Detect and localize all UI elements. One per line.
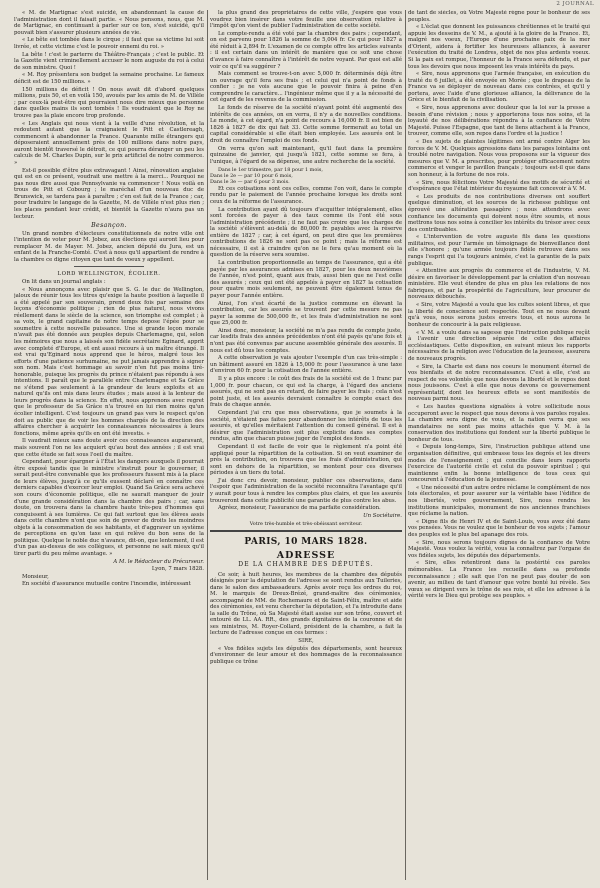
paragraph: « Les hautes questions signalées à votre sollicitude nous occuperont avec le respect que nous devons à vos paroles royales. La chambre sera digne de vous, et la nation verra que ses mandataires ne sont pas moins attachés que V. M. à la conservation des institutions qui fondent sur la liberté publique le bonheur de tous. bbox=[408, 403, 590, 443]
paragraph: « M. Roy présentera son budget la semaine prochaine. Le fameux déficit est de 150 millions. » bbox=[14, 72, 204, 86]
paragraph: Ainsi donc, monsieur, la société ne m'a pas rendu de compte juste, car lesdits frais des années précédentes n'ont été payés qu'une fois et n'ont pas été convenus par aucune assemblée générale des assurés. Il nous est dû tous les comptes. bbox=[210, 327, 402, 354]
paragraph: « Digne fils de Henri IV et de Saint-Louis, vous avez été dans vos pensées. Vous ne voulez que le bonheur de vos sujets ; l'amour des peuples est le plus bel apanage des rois. bbox=[408, 518, 590, 538]
paragraph: Est-il possible d'être plus extravagant ! Ainsi, rénovation anglaise qui est en ce présent, voudrait une mettre à la merci... Pourquoi ne pas nous dire aussi que Pennsylvanie va commencer ! Nous voilà en trous de Pitt et Cobourg ; le maréchal d'un nouveau duc de Brunswick, se tardera pas à paraître ; c'en est fait de la France ; car, pour traduire le langage de la Gazette, M. de Villèle n'est plus rien ; les places pendant leur crédit, et bientôt la Gazette n'aura pas un lecteur. bbox=[14, 167, 204, 220]
paragraph: « Des sujets de plaintes légitimes ont armé contre Alger les forces de V. M. Quelques agressions dans les parages lointains ont troublé notre navigation. Nous vous proposons sur la vigueur des mesures que V. M. a prescrites, pour protéger efficacement notre commerce et venger le pavillon français ; toujours est-il que dans son honneur, à la fortune de nos rois. bbox=[408, 139, 590, 178]
column-rule bbox=[405, 10, 406, 880]
paragraph: Ce soir, à huit heures, les membres de la chambre des députés désignés pour la députation de l'adresse se sont rendus aux Tuileries, dans le salon des ambassadeurs. Après avoir reçu les ordres du roi, M. le marquis de Dreux-Brézé, grand-maître des cérémonies, accompagné de MM. de Rochemaure et de Saint-Félix, maître et aide des cérémonies, est venu chercher la députation, et l'a introduite dans la salle du Trône, où Sa Majesté était assise sur son trône, couvert et entouré de LL. AA. RR., des grands dignitaires de la couronne et de ses ministres, M. Royer-Collard, président de la chambre, a fait la lecture de l'adresse conçue en ces termes : bbox=[210, 571, 402, 637]
letter-date: Lyon, 7 mars 1828. bbox=[151, 566, 204, 573]
letter-address: A M. le Rédacteur du Précurseur. bbox=[113, 558, 204, 565]
divider bbox=[74, 266, 144, 267]
paragraph: Mais comment se trouve-t-on avec 5,000 fr. déterminés déjà être un ouvrage qu'il fera ses frais ; et celui qui n'a point de fonds à confier : je ne vois aucune que le pouvoir finira à peine d'en comprendre le caractère... l'ingénieur même que il y a la nécessité de cet égard de les revenus de la commission. bbox=[210, 71, 402, 104]
paragraph: « Nous annonçons avec plaisir que S. G. le duc de Wellington, jaloux de réunir tous les titres qu'exige la haute position à laquelle il a été appelé par son souverain, prend deux fois par semaine des leçons d'économie politique ; rien de plus naturel, nous vivons réellement dans le siècle de la science, son triomphe est complet ; à sa voix, le grand capitaine de notre temps depose l'épée pour se soumettre à cette nouvelle puissance. Une si grande leçon morale n'avait pas été donnée aux peuples depuis Charlemagne, qui, selon les mémoires que nous a laissés son fidèle secrétaire Eginard, apprit avec completé d'Europe, et ent aussi recours à un maître étrangé. Il est vrai qu'Eginard nous apprend que le héros, malgré tous les efforts d'une patience surhumaine, ne put jamais apprendre à signer son nom. Mais c'est hommage au savoir n'en fut pas moins tiré-honorable, puisque les progrès du prince n'étaient pas répondu à ses intentions. Il paraît que le parallèle entre Charlemagne et Sa Grâce ne s'étend pas seulement à la grandeur de leurs exploits et au naturel qu'ils ont mis dans leurs études ; mais aussi à la lenteur de leurs progrès dans la science. En effet, nous apprenons avec regret que le professeur de Sa Grâce n'a trouvé en lui rien moins qu'un écolier intelligent. C'est toujours un grand pas vers le respect qu'on doit au public que de voir les hommes chargés de la direction des affaires chercher à acquérir les connaissances nécessaires à leurs fonctions, même après qu'ils en ont été investis. » bbox=[14, 286, 204, 437]
paragraph: Le fonds de réserve de la société n'ayant point été augmenté des intérêts de ces années, on en verra, il n'y a de nouvelles conditions. Le monde, à cet égard, n'a point de recours à 16,000 fr. Il est bien de 1826 à 1827 de dix qui fait 33. Cette somme formerait au total un capital considérable si elle était bien employée. Les assurés ont le droit de connaître l'emploi de ces fonds. bbox=[210, 105, 402, 144]
address-subtitle: DE LA CHAMBRE DES DÉPUTÉS. bbox=[238, 560, 374, 568]
paragraph: Cependant, pour épargner à l'État les dangers auxquels il pourrait être exposé tandis que le ministre s'instruit pour le gouverner, il serait peut-être convenable que les professeurs fussent mis à la place de leurs élèves, jusqu'à ce qu'ils eussent déclaré en connaître ces derniers capables d'exercer leur emploi. Quand Sa Grâce sera achevé son cours d'économie politique, elle ne saurait manquer de jouir d'une grande considération dans la chambre des pairs ; car, sans doute, on trouvera dans la chambre haute très-peu d'hommes qui conquissent à ses lumières. Ce qui fait surtout que les élèves assis dans cette chambre n'ont que soin de grever de droits les moindres objets à la consommation de ses habitants, et d'aggraver un système de perceptions en qu'on taxe en qui relève du bon sens de la politique. Quelque le noble duc n'avance, dit-on, que lentement, il est d'un pas au-dessus de ses collègues, et personne ne sait mieux qu'il tirer parti du peu même avantage. » bbox=[14, 459, 204, 557]
paragraph: « Depuis long-temps, Sire, l'instruction publique attend une organisation définitive, qui embrasse tous les degrés et les divers modes de l'enseignement ; qui concilie dans leurs rapports l'exercice de l'autorité civile et celui du pouvoir spirituel ; qui maintienne enfin la bonne intelligence de tous ceux qui concourent à l'éducation de la jeunesse. bbox=[408, 444, 590, 484]
address-title: ADRESSE bbox=[276, 549, 336, 561]
paragraph: « Sire, nous apprenons que l'armée française, en exécution du traité du 6 juillet, a été envoyée en Morée ; que le drapeau de la France va se déployer de nouveau dans ces contrées, et qu'il y portera, avec l'aide d'une glorieuse alliance, la délivrance de la Grèce et le bienfait de la civilisation. bbox=[408, 71, 590, 104]
paragraph: J'ai donc cru devoir, monsieur, publier ces observations, dans l'espoir que l'administration de la société reconnaîtra l'avantage qu'il y aurait pour tous à rendre les comptes plus clairs, et que les assurés trouveront dans cette publicité une garantie de plus contre les abus. bbox=[210, 477, 402, 504]
column-1 bbox=[14, 10, 204, 884]
paragraph: La bête ! c'est le parterre du Théâtre-Français ; c'est le public. Et la Gazette vient criminellement accuser le nom auguste du roi à celui de son ministre. Quoi ! bbox=[14, 51, 204, 71]
column-rule bbox=[207, 10, 208, 880]
schedule-list: Dans le 1er trimestre, par 18 pour 1 mois, Dans le 2e — par 10 pour 6 mois, Dans le 3e — par 6 pour 3 mois. bbox=[210, 166, 323, 185]
dateline: PARIS, 10 MARS 1828. bbox=[244, 536, 368, 547]
letter-salutation: Monsieur, bbox=[22, 573, 49, 580]
paragraph: On verra qu'on sait maintenant, qu'il faut dans la première quinzaine de janvier, qui jusqu'à 1821, cette somme se fera, à l'unique, à l'égard de sa dépense, une autre recherche de la société. bbox=[210, 145, 402, 165]
paragraph: En société d'assurance mutuelle contre l'incendie, intéressant bbox=[22, 581, 191, 588]
section-title-besancon: Besançon. bbox=[91, 222, 127, 230]
paragraph: « Sire, nous apprenons avec douleur que la loi sur la presse a besoin d'une révision ; nous y apporterons tous nos soins, et la loyauté de nos délibérations répondra à la confiance de Votre Majesté. Puisse l'Espagne, que tant de liens attachent à la France, trouver, comme elle, son repos dans l'ordre et la justice ! bbox=[408, 105, 590, 138]
paragraph: « Sire, votre Majesté a voulu que les cultes soient libres, et que la liberté de conscience soit respectée. Tout en ne nous devant qu'à vous, nous serons justes envers tous, et nous aurons le bonheur de concourir à la paix religieuse. bbox=[408, 302, 590, 328]
paragraph: « L'éclat que donnent les puissances chrétiennes et le traité qui appuie les desseins de V. M., a ajouté à la gloire de la France. Et, malgré nos voeux, l'Europe d'une prochaine paix de la mer d'Orient, aidera à fortifier les heureuses alliances, à assurer l'exécution du traité de Londres, objet de nos plus ardents voeux. Si la paix est rompue, l'honneur de la France sera défendu, et par tous les devoirs que nous imposent les vrais intérêts du pays. bbox=[408, 24, 590, 70]
paragraph: Il y a plus encore : le coût des frais de la société est de 1 franc par 1,000 fr. pour chacun, ce qui est la charge, à l'égard des anciens assurés, qui ne sont pas en retard, de faire payer les frais ; cela n'est point juste, et les assurés devraient connaître le compte exact des frais de chaque année. bbox=[210, 376, 402, 409]
paragraph: « Sire, elles retentiront dans la postérité ces paroles mémorables. La France les recueille dans sa profonde reconnaissance ; elle sait que l'on ne peut pas douter de son avenir, au milieu de tant d'amour que votre bonté lui révèle. Ses vœux se dirigent vers le trône de ses rois, et elle les adresse à la vérité vers le Dieu qui protège ses peuples. » bbox=[408, 560, 590, 600]
paragraph: Cependant j'ai cru que mes observations, que je soumets à la société, n'étaient pas faites pour abandonner les intérêts de tous les assurés, et qu'elles méritaient l'attention du conseil général. Il est à désirer que l'administration soit plus explicite dans ses comptes rendus, afin que chacun puisse juger de l'emploi des fonds. bbox=[210, 410, 402, 443]
letter-signature: Un Sociétaire. bbox=[363, 513, 402, 520]
paragraph: « Sire, nous serons toujours dignes de la confiance de Votre Majesté. Vous voulez la vérité, vous la connaîtrez par l'organe de vos fidèles sujets, les députés des départements. bbox=[408, 539, 590, 559]
paragraph: « Sire, nous félicitons Votre Majesté des motifs de sécurité et d'espérance que l'état intérieur du royaume fait concevoir à V. M. bbox=[408, 179, 590, 193]
double-rule bbox=[210, 530, 402, 532]
paragraph: « L'intervention de votre auguste fils dans les questions militaires, est pour l'armée un témoignage de bienveillance dont elle s'honore ; qu'une armée toujours fidèle retrouve dans ses rangs l'esprit qui l'a toujours animée, c'est la garantie de la paix publique. bbox=[408, 234, 590, 267]
paragraph: 150 millions de déficit ! On nous avait dit d'abord quelques millions, puis 50, et en voilà 150, avoués par les amis de M. de Villèle ; par ceux-là peut-être qui pourraient nous dire mieux que personne dans quelles mains ils sont tombés ! Ils voudraient que le Roy ne trouve pas la plaie encore trop profonde. bbox=[14, 86, 204, 119]
paragraph: « Vos fidèles sujets les députés des départements, sont heureux d'environner de leur amour et des hommages de la reconnaissance publique ce trône bbox=[210, 645, 402, 665]
column-3 bbox=[408, 10, 590, 884]
paragraph: « Une nécessité d'un autre ordre réclame le complément de nos lois électorales, et pour assurer sur la véritable base l'édifice de nos libertés, votre gouvernement, Sire, nous rendra les institutions municipales, monument de nos anciennes franchises que réclame la nation. bbox=[408, 484, 590, 518]
paragraph: Ainsi, l'on s'est écarté de la justice commune en élevant la contribution, car les assurés se trouvent par cette mesure ne pas payer la somme de 500,000 fr., et les frais d'administration ne sont que 25,000 fr. bbox=[210, 300, 402, 327]
paragraph: Le compte-rendu a été voté par la chambre des pairs ; cependant, on est parvenu pour 1826 la somme de 5,004 fr. Ce qui pour 1827 a été réduit à 2,894 fr. L'examen de ce compte offre les articles suivants : il est certain dans un intérêt de manière que ce soit une chose d'avance à faire connaître à l'intérêt de notre voyant. Par quoi est allé voir ce qu'il va suggérer ? bbox=[210, 30, 402, 70]
paragraph: Cependant il est facile de voir que le règlement n'a point été appliqué pour la répartition de la cotisation. Si on veut examiner de près la contribution, on trouvera que les frais d'administration, qui sont en dehors de la répartition, se montent pour ces diverses périodes à un tiers du total. bbox=[210, 443, 402, 477]
paragraph: « M. de Martignac s'est suicidé, en abandonnant la cause de l'administration dont il faisait partie. « Nous pensons, nous, que M. de Martignac, en continuant à parler sur ce ton, s'est suicidé, qu'il pouvait bien s'assurer plusieurs années de vie. bbox=[14, 10, 204, 36]
paragraph: « Le bête est tombée dans le cirque ; il faut que sa victime lui soit livrée, et cette victime c'est le pouvoir ennemi du roi. » bbox=[14, 37, 204, 50]
paragraph: La contribution proportionnelle au temps de l'assurance, qui a été payée par les assurances admises en 1827, pour les deux neuvièmes de l'année, n'est point, quant aux frais, aussi bien que ne l'est celle des assurés ; ceux qui ont été appelés à payer en 1827 la cotisation pour quatre mois seulement, ne peuvent être également tenus de payer pour l'année entière. bbox=[210, 260, 402, 299]
paragraph: de tant de siècles, où Votre Majesté règne pour le bonheur de ses peuples. bbox=[408, 10, 590, 23]
paragraph: On lit dans un journal anglais : bbox=[22, 278, 106, 285]
page-header: 2 JOURNAL bbox=[556, 1, 594, 7]
paragraph: Et ces cotisations sont ces celles, comme l'on voit, dans le compte rendu par le paiement de l'année prochaine lorsque les droits sont ceux de la réforme de l'assurance. bbox=[210, 185, 402, 205]
column-2 bbox=[210, 10, 402, 884]
paragraph: Un grand nombre d'électeurs constitutionnels de notre ville ont l'intention de voter pour M. Jobez, aux élections qui auront lieu pour remplacer M. de Mayer. M. Jobez, ancien député du Jura, est un enfant de la Franche-Comté. C'est à nous qu'il appartient de rendre à la chambre ce digne citoyen que tant de voeux y appellent. bbox=[14, 230, 204, 263]
paragraph: « Attentive aux progrès du commerce et de l'industrie, V. M. désire en favoriser le développement par la création d'un nouveau ministère. Elle veut étendre de plus en plus les relations de nos fabriques, et par la prospérité de l'agriculture, leur procurer de nouveaux débouchés. bbox=[408, 268, 590, 301]
paragraph: La contribution ayant dû toujours d'acquitter intégralement, elles sont forcées de payer à des taux comme ils l'ont été sous l'administration précédente ; il ne faut pas croire que les charges de la société s'élèvent au-delà de 80,000 fr. payables avec la réserve entière de 1827 ; car, à cet égard, on peut dire que les premières contributions de 1826 ne sont pas ce point ; mais la réforme est nécessaire, il est à craindre qu'on ne le fera qu'au moment où la question de la réserve sera soumise. bbox=[210, 206, 402, 259]
letter-closing: Votre très-humble et très-obéissant serviteur. bbox=[249, 520, 363, 527]
paragraph: la plus grand des propriétaires de cette ville, j'espère que vous voudrez bien insérer dans votre feuille une observation relative à l'impôt qu'on vient de publier l'administration de cette société. bbox=[210, 10, 402, 30]
paragraph: « V. M. a voulu dans sa sagesse que l'instruction publique reçût à l'avenir une direction séparée de celle des affaires ecclésiastiques. Cette disposition, en suivant mieux les rapports nécessaires de la religion avec l'éducation de la jeunesse, assurera de nouveaux progrès. bbox=[408, 329, 590, 362]
address-salutation: SIRE, bbox=[298, 638, 314, 645]
paragraph: Agréez, monsieur, l'assurance de ma parfaite considération. bbox=[218, 505, 381, 512]
paragraph: « Les Anglais qui nous vient à la veille d'une révolution, et la redoutent autant que la craignaient le Pitt et Castlereagh, commencent à abandonner la France. Quarante mille étrangers qui déposeraient annuellement près de 100 millions dans notre pays, auront bientôt traversé le détroit, ce qui pourra déranger un peu les calculs de M. Charles Dupin, sur le prix artificiel de notre commerce. » bbox=[14, 120, 204, 166]
paragraph: A cette observation je vais ajouter l'exemple d'un cas très-simple : un bâtiment assuré en 1826 à 15,000 fr. pour l'assurance à une taxe d'environ 60 fr. pour la cotisation de l'année entière. bbox=[210, 355, 402, 375]
paragraph: « Les produits de nos contributions diverses ont souffert quelque diminution, et les sources de la richesse publique ont éprouvé une altération passagère ; nous attendrons avec confiance les documents qui doivent nous être soumis, et nous mettrons tous nos soins à concilier les intérêts du trésor avec ceux des contribuables. bbox=[408, 193, 590, 233]
paragraph: « Sire, la Charte est dans nos coeurs le monument éternel de vos bienfaits et de notre reconnaissance. C'est à elle, c'est au respect de vos volontés que nous devons la liberté et le repos dont nous jouissons. C'est à elle que nous devons ce gouvernement représentatif, dont les heureux effets se sont manifestés de nouveau parmi nous. bbox=[408, 363, 590, 403]
paragraph: Il vaudrait mieux sans doute avoir ces connaissances auparavant, mais souvent l'on ne les acquiert qu'au bout des années ; il est vrai que cette étude se fait sous l'oeil du maître. bbox=[14, 438, 204, 458]
article-title-lord-wellington: LORD WELLINGTON, ÉCOLIER. bbox=[57, 271, 161, 278]
